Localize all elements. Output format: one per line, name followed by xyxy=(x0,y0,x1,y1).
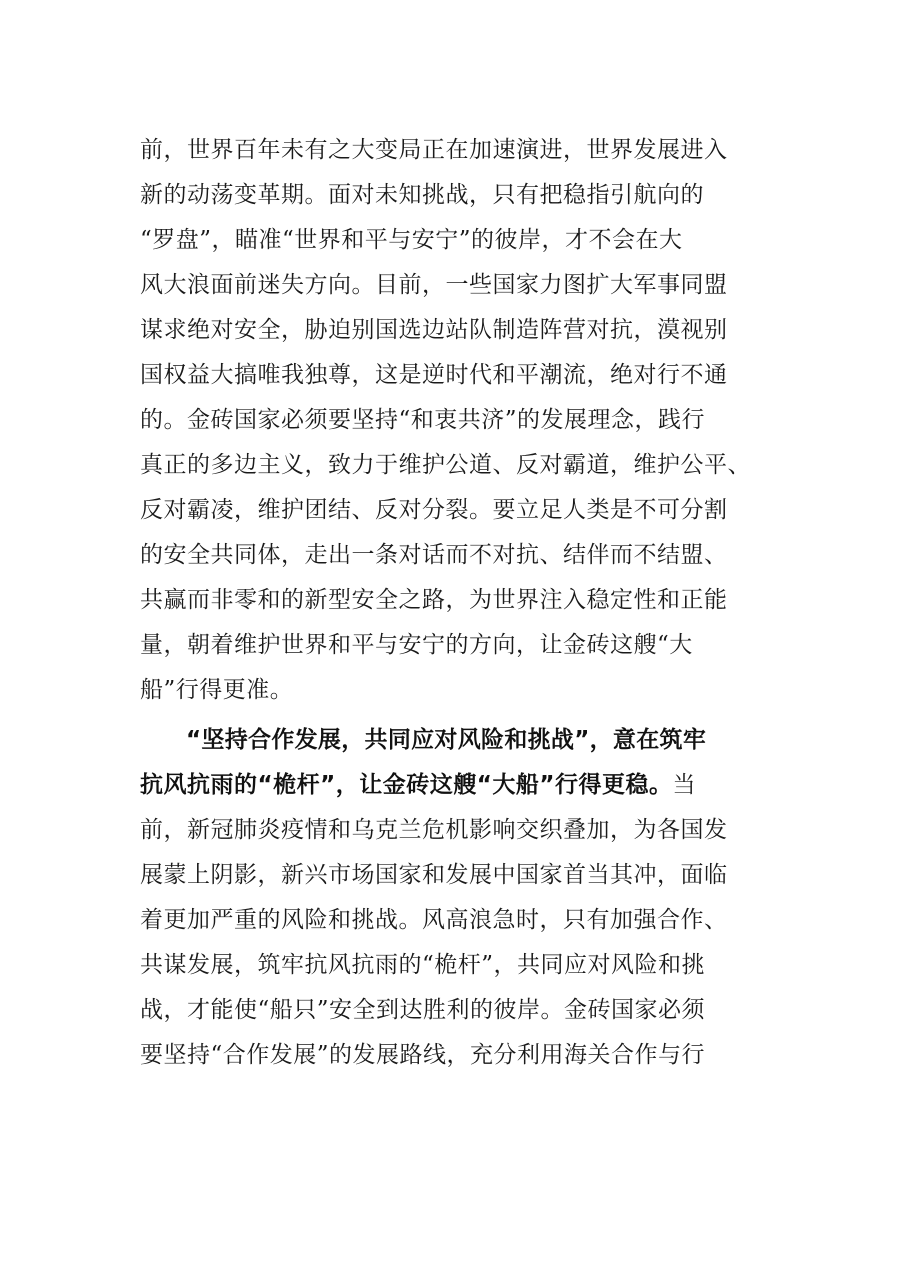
text-line: 前，世界百年未有之大变局正在加速演进，世界发展进入 xyxy=(140,137,728,163)
body-text xyxy=(140,128,780,1078)
text-line: 的。金砖国家必须要坚持“和衷共济”的发展理念，践行 xyxy=(140,407,706,433)
text-line: 真正的多边主义，致力于维护公道、反对霸道，维护公平、 xyxy=(140,452,751,478)
text-line: 量，朝着维护世界和平与安宁的方向，让金砖这艘“大 xyxy=(140,632,693,658)
paragraph-1 xyxy=(140,128,780,713)
text-line: 船”行得更准。 xyxy=(140,677,294,703)
text-line: 的安全共同体，走出一条对话而不对抗、结伴而不结盟、 xyxy=(140,542,728,568)
text-line: 共谋发展，筑牢抗风抗雨的“桅杆”，共同应对风险和挑 xyxy=(140,952,706,978)
text-line: 前，新冠肺炎疫情和乌克兰危机影响交织叠加，为各国发 xyxy=(140,817,728,843)
text-line: 新的动荡变革期。面对未知挑战，只有把稳指引航向的 xyxy=(140,182,704,208)
section-body-text: 当 xyxy=(672,772,696,798)
text-line: 战，才能使“船只”安全到达胜利的彼岸。金砖国家必须 xyxy=(140,997,706,1023)
text-line: 风大浪面前迷失方向。目前，一些国家力图扩大军事同盟 xyxy=(140,272,728,298)
text-line: 反对霸凌，维护团结、反对分裂。要立足人类是不可分割 xyxy=(140,497,728,523)
text-line: 共赢而非零和的新型安全之路，为世界注入稳定性和正能 xyxy=(140,587,728,613)
text-line: 展蒙上阴影，新兴市场国家和发展中国家首当其冲，面临 xyxy=(140,862,728,888)
section-heading-text: 抗风抗雨的“桅杆”，让金砖这艘“大船”行得更稳。 xyxy=(140,772,673,798)
text-line: 谋求绝对安全，胁迫别国选边站队制造阵营对抗，漠视别 xyxy=(140,317,728,343)
paragraph-2 xyxy=(140,718,780,1078)
text-line: 国权益大搞唯我独尊，这是逆时代和平潮流，绝对行不通 xyxy=(140,362,728,388)
text-line: “罗盘”，瞄准“世界和平与安宁”的彼岸，才不会在大 xyxy=(140,227,683,253)
section-heading-line: “坚持合作发展，共同应对风险和挑战”，意在筑牢 xyxy=(186,727,707,753)
text-line: 着更加严重的风险和挑战。风高浪急时，只有加强合作、 xyxy=(140,907,728,933)
section-heading-line xyxy=(140,763,780,808)
text-line: 要坚持“合作发展”的发展路线，充分利用海关合作与行 xyxy=(140,1042,706,1068)
